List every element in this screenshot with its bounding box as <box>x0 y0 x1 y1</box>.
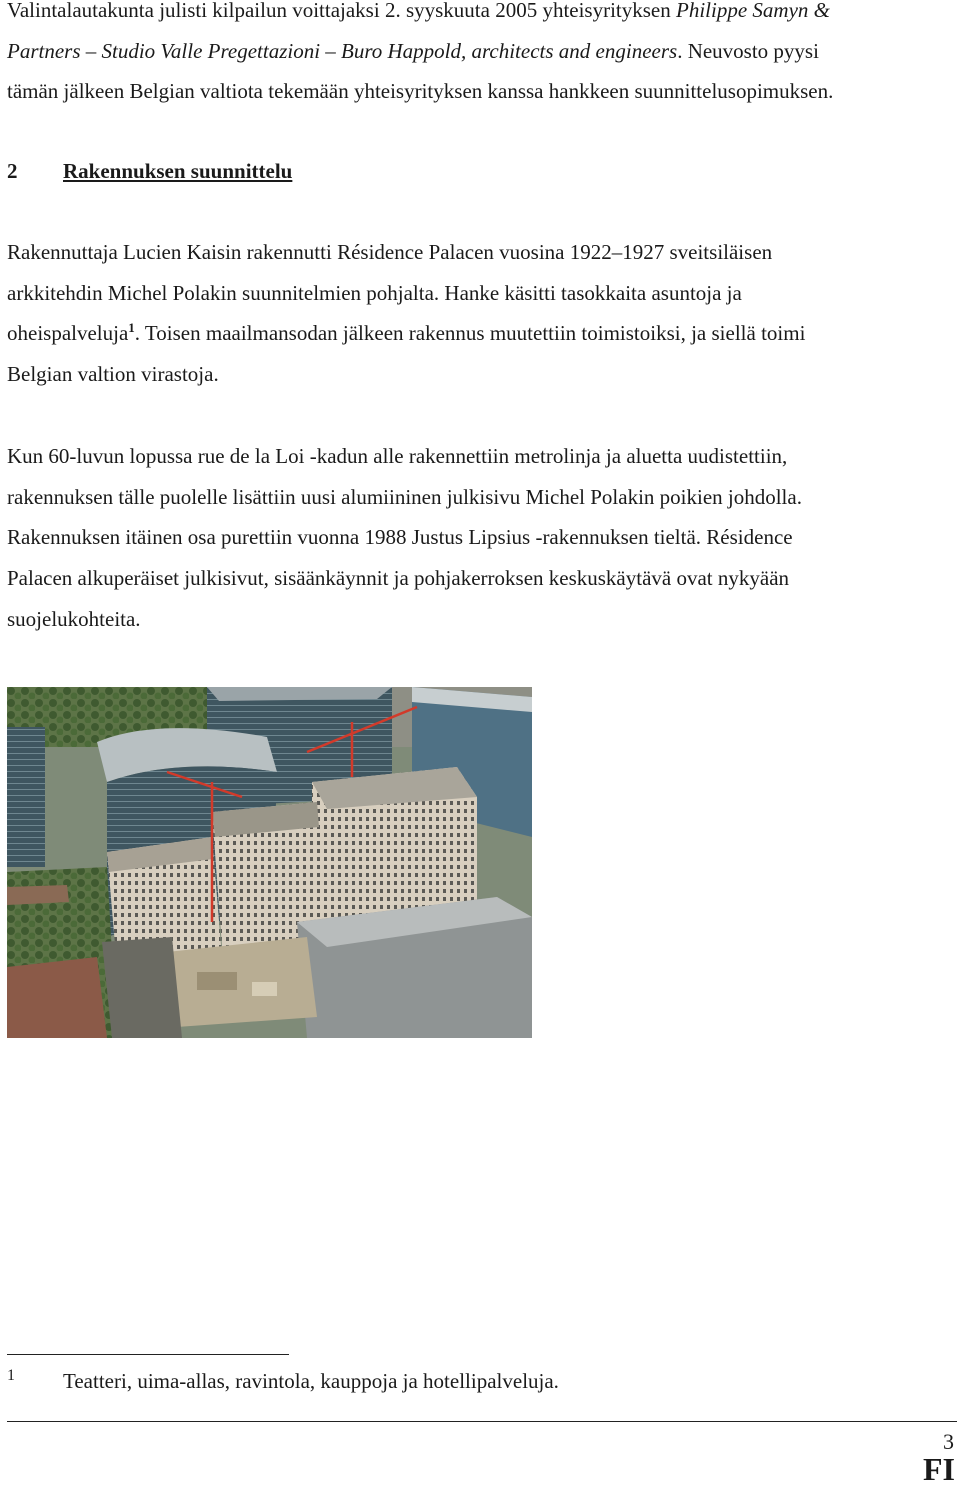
intro-paragraph <box>7 0 947 112</box>
renovation-line-4: Palacen alkuperäiset julkisivut, sisäänkäynnit ja pohjakerroksen keskuskäytävä ovat nykyään <box>7 566 790 591</box>
history-line-1: Rakennuttaja Lucien Kaisin rakennutti Résidence Palacen vuosina 1922–1927 sveitsiläisen <box>7 240 773 264</box>
history-line-4: Belgian valtion virastoja. <box>7 362 219 387</box>
footer-rule <box>7 1421 957 1422</box>
footnote-text: Teatteri, uima-allas, ravintola, kauppoja ja hotellipalveluja. <box>63 1369 559 1393</box>
footnote-separator <box>7 1354 289 1355</box>
footnote: 1 Teatteri, uima-allas, ravintola, kauppoja ja hotellipalveluja. <box>7 1367 559 1393</box>
renovation-paragraph <box>7 436 947 640</box>
language-code: FI <box>923 1451 955 1487</box>
section-title: Rakennuksen suunnittelu <box>63 159 293 183</box>
intro-italic-1: Philippe Samyn & <box>676 0 830 22</box>
intro-line-1: Valintalautakunta julisti kilpailun voittajaksi 2. syyskuuta 2005 yhteisyrityksen Philippe Samyn & <box>7 0 830 22</box>
intro-line-2: Partners – Studio Valle Pregettazioni – Buro Happold, architects and engineers. Neuvosto pyysi <box>7 38 819 63</box>
renovation-line-1: Kun 60-luvun lopussa rue de la Loi -kadun alle rakennettiin metrolinja ja aluetta uudistettiin, <box>7 444 788 468</box>
history-line-3: oheispalveluja$^1$. Toisen maailmansodan jälkeen rakennus muutettiin toimistoiksi, ja siellä toimi <box>7 320 806 346</box>
intro-line-3: tämän jälkeen Belgian valtiota tekemään yhteisyrityksen kanssa hankkeen suunnittelusopimuksen. <box>7 79 834 104</box>
renovation-line-2: rakennuksen tälle puolelle lisättiin uusi alumiininen julkisivu Michel Polakin poikien johdolla. <box>7 484 802 509</box>
footnote-reference: 1 <box>128 320 135 336</box>
intro-italic-2: Partners – Studio Valle Pregettazioni – Buro Happold, architects and engineers <box>7 38 678 63</box>
section-heading <box>7 151 292 191</box>
aerial-photo <box>7 687 532 1038</box>
section-number: 2 <box>7 159 18 183</box>
renovation-line-5: suojelukohteita. <box>7 606 141 631</box>
aerial-photo-illustration <box>7 687 532 1038</box>
renovation-line-3: Rakennuksen itäinen osa purettiin vuonna 1988 Justus Lipsius -rakennuksen tieltä. Résidence <box>7 525 793 550</box>
history-line-2: arkkitehdin Michel Polakin suunnitelmien pohjalta. Hanke käsitti tasokkaita asuntoja ja <box>7 280 742 305</box>
page-number: 3 <box>943 1429 954 1454</box>
history-paragraph <box>7 232 947 395</box>
